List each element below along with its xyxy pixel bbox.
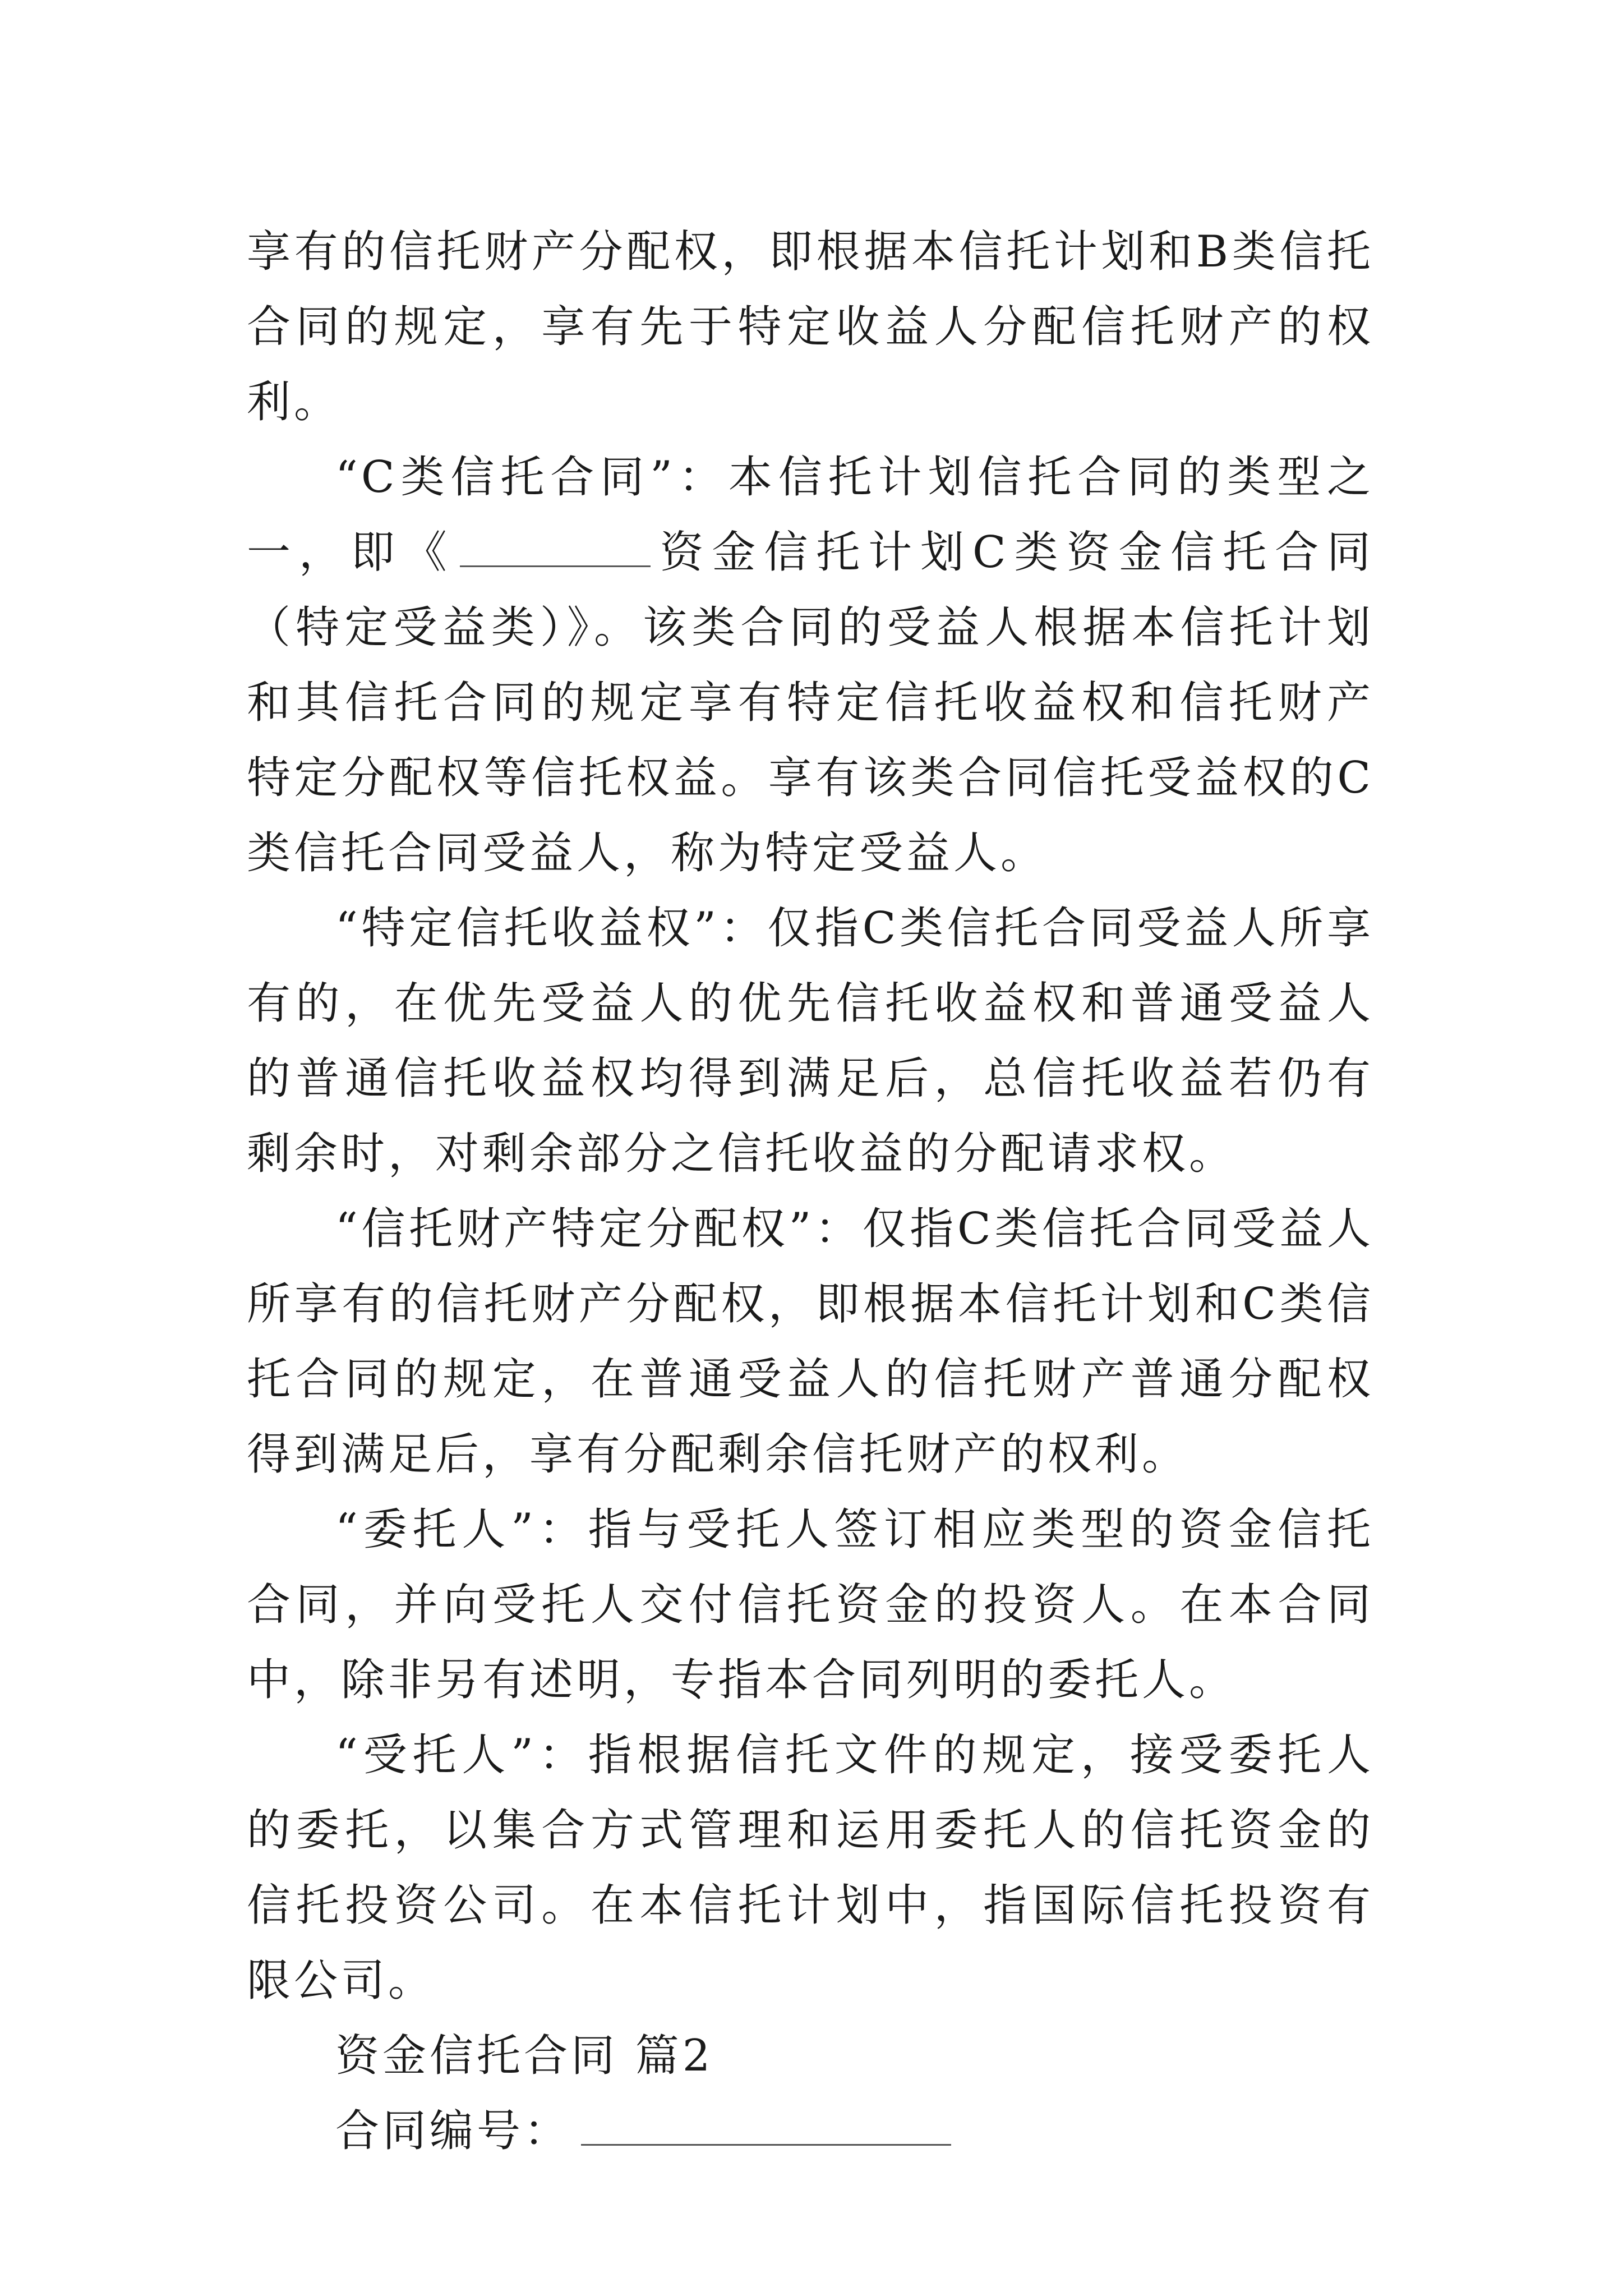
c-class-contract-body: 资金信托计划C类资金信托合同（特定受益类）》。该类合同的受益人根据本信托计划和其信托合同的规定享有特定信托收益权和信托财产特定分配权等信托权益。享有该类合同信托受益权的C类信托合同受益人，称为特定受益人。 bbox=[247, 527, 1374, 878]
paragraph-settlor-definition: “委托人”：指与受托人签订相应类型的资金信托合同，并向受托人交付信托资金的投资人。在本合同中，除非另有述明，专指本合同列明的委托人。 bbox=[247, 1504, 1374, 1705]
paragraph-c-class-contract bbox=[247, 440, 1374, 891]
paragraph-b-class-distribution: 享有的信托财产分配权，即根据本信托计划和B类信托合同的规定，享有先于特定收益人分配信托财产的权利。 bbox=[247, 227, 1374, 427]
section-title: 资金信托合同 篇2 bbox=[335, 2031, 714, 2081]
c-class-contract-intro: “C类信托合同”：本信托计划信托合同的类型之一，即《 bbox=[247, 452, 1374, 578]
contract-name-blank bbox=[460, 526, 651, 567]
contract-number-label: 合同编号： bbox=[335, 2106, 571, 2156]
paragraph-specific-distribution-right: “信托财产特定分配权”：仅指C类信托合同受益人所享有的信托财产分配权，即根据本信托计划和C类信托合同的规定，在普通受益人的信托财产普通分配权得到满足后，享有分配剩余信托财产的权利。 bbox=[247, 1204, 1374, 1480]
document-body bbox=[247, 214, 1374, 2169]
contract-number-line bbox=[247, 2093, 1374, 2169]
paragraph-specific-trust-income-right: “特定信托收益权”：仅指C类信托合同受益人所享有的，在优先受益人的优先信托收益权和普通受益人的普通信托收益权均得到满足后，总信托收益若仍有剩余时，对剩余部分之信托收益的分配请求权。 bbox=[247, 903, 1374, 1179]
paragraph-trustee-definition: “受托人”：指根据信托文件的规定，接受委托人的委托，以集合方式管理和运用委托人的信托资金的信托投资公司。在本信托计划中，指国际信托投资有限公司。 bbox=[247, 1730, 1374, 2006]
contract-number-blank bbox=[581, 2105, 951, 2146]
